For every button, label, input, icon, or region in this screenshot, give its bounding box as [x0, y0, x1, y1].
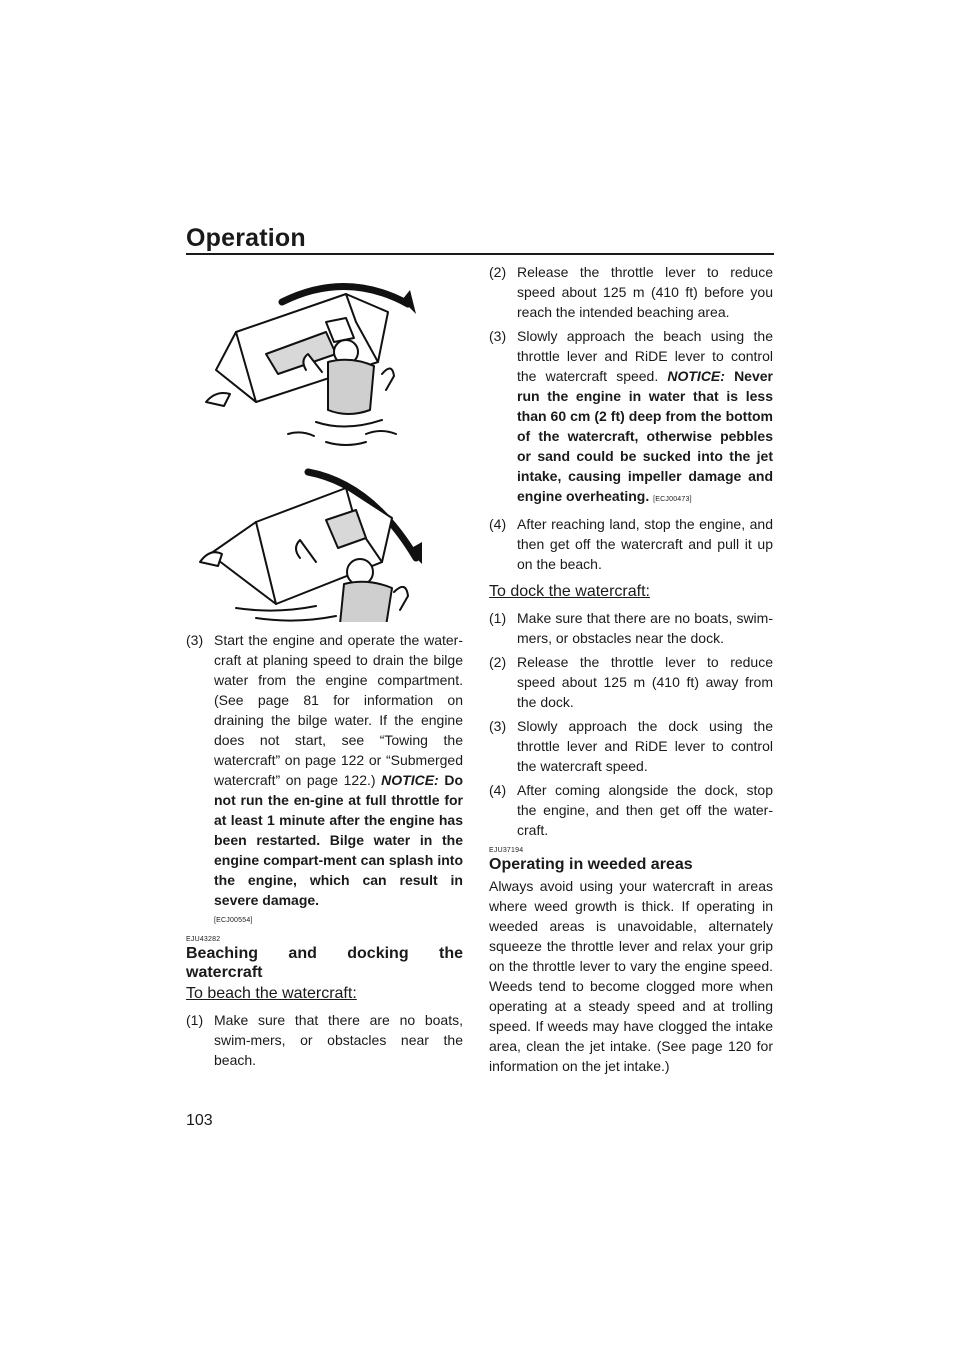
subheading-dock: To dock the watercraft: — [489, 583, 650, 600]
page-number: 103 — [186, 1112, 213, 1129]
step-text: Slowly approach the dock using the throttle lever and RiDE lever to control the watercraft speed. — [517, 718, 773, 774]
step-text — [214, 630, 463, 910]
step-body: Slowly approach the beach using the throttle lever and RiDE lever to control the watercraft speed. — [517, 328, 773, 384]
dock-step-1 — [489, 608, 773, 648]
notice-text: Do not run the en-gine at full throttle for at least 1 minute after the engine has been restarted. Bilge water in the engine compart-ment can splash into the engine, which can result in severe damage. — [214, 772, 463, 908]
drain-step-3 — [186, 630, 463, 910]
right-column — [489, 262, 773, 1076]
subheading-beach: To beach the watercraft: — [186, 985, 357, 1002]
step-text: Release the throttle lever to reduce speed about 125 m (410 ft) before you reach the intended beaching area. — [517, 264, 773, 320]
weeded-areas-text: Always avoid using your watercraft in areas where weed growth is thick. If operating in weeded areas is unavoidable, alternately squeeze the throttle lever and relax your grip on the throttle lever to vary the engine speed. Weeds tend to become clogged more when operating at a steady speed and at trolling speed. If weeds may have clogged the intake area, clean the jet intake. (See page 120 for information on the jet intake.) — [489, 878, 773, 1074]
step-number: (3) — [489, 718, 507, 734]
title-rule — [186, 253, 774, 255]
step-number: (2) — [489, 264, 507, 280]
notice-reference-code: [ECJ00473] — [653, 496, 692, 503]
step-text: After reaching land, stop the engine, and then get off the watercraft and pull it up on the beach. — [517, 516, 773, 572]
step-number: (3) — [186, 632, 204, 648]
step-number: (4) — [489, 516, 507, 532]
step-number: (3) — [489, 328, 507, 344]
beach-step-4 — [489, 514, 773, 574]
notice-text: Never run the engine in water that is less than 60 cm (2 ft) deep from the bottom of the watercraft, otherwise pebbles or sand could be sucked into the jet intake, causing impeller damage and engine overheating. — [517, 368, 773, 504]
step-text: Release the throttle lever to reduce speed about 125 m (410 ft) away from the dock. — [517, 654, 773, 710]
section-code: EJU43282 — [186, 936, 221, 943]
step-number: (1) — [186, 1012, 204, 1028]
step-text: Make sure that there are no boats, swim-mers, or obstacles near the beach. — [214, 1012, 463, 1068]
left-column — [186, 630, 463, 1074]
section-title: Operation — [186, 224, 306, 252]
step-body: Start the engine and operate the water-craft at planing speed to drain the bilge water from the engine compartment. (See page 81 for information on draining the bilge water. If the engine does not start, see “Towing the watercraft” on page 122 or “Submerged watercraft” on page 122.) — [214, 632, 463, 788]
righting-watercraft-illustration — [196, 262, 446, 622]
step-text: Make sure that there are no boats, swim-mers, or obstacles near the dock. — [517, 610, 773, 646]
section-heading-beaching: Beaching and docking the watercraft — [186, 945, 463, 981]
step-number: (4) — [489, 782, 507, 798]
beach-step-1 — [186, 1010, 463, 1070]
notice-reference-code: [ECJ00554] — [214, 917, 253, 924]
step-number: (1) — [489, 610, 507, 626]
step-text: After coming alongside the dock, stop the engine, and then get off the water-craft. — [517, 782, 773, 838]
beach-step-2 — [489, 262, 773, 322]
dock-step-2 — [489, 652, 773, 712]
dock-step-3 — [489, 716, 773, 776]
section-code: EJU37194 — [489, 847, 524, 854]
beach-step-3 — [489, 326, 773, 510]
step-text — [517, 326, 773, 510]
step-number: (2) — [489, 654, 507, 670]
section-heading-weeded: Operating in weeded areas — [489, 856, 693, 873]
dock-step-4 — [489, 780, 773, 840]
notice-label: NOTICE: — [667, 368, 725, 384]
notice-label: NOTICE: — [381, 772, 439, 788]
